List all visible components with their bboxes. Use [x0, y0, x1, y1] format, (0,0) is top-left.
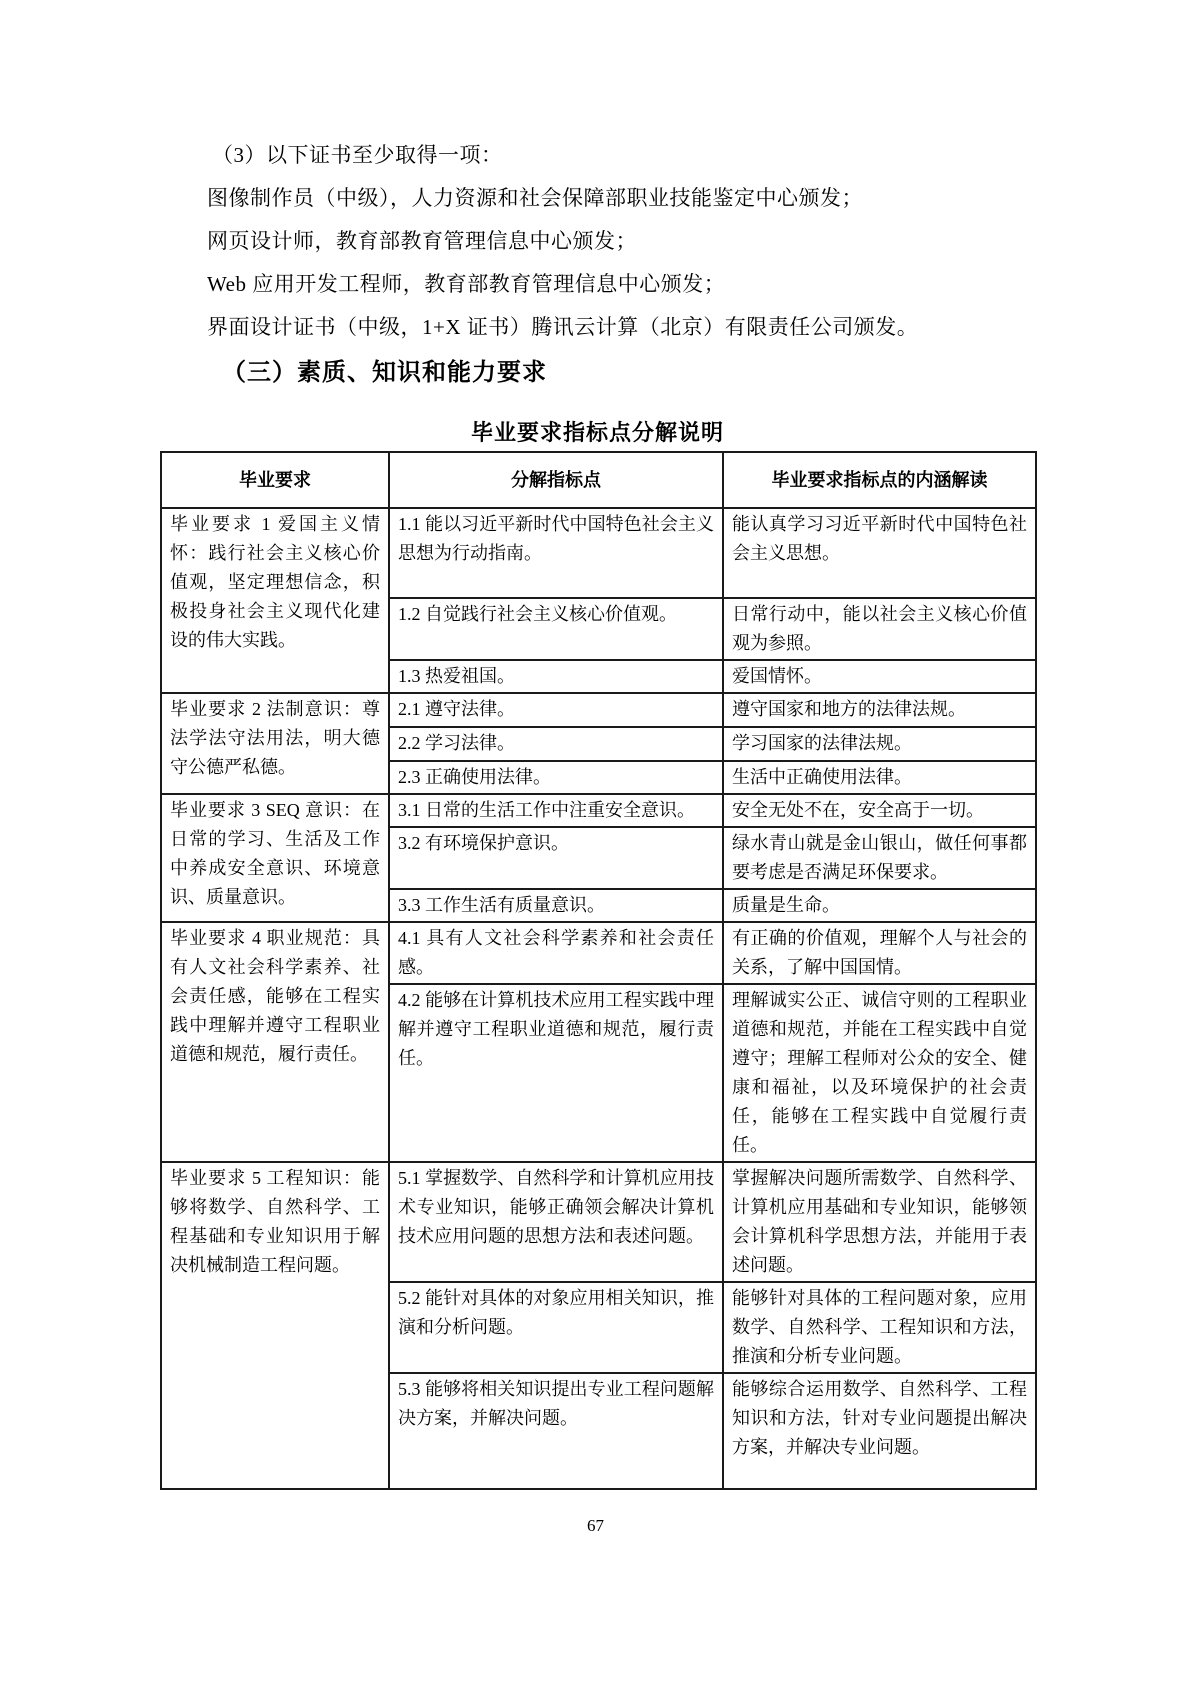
interpretation-cell-1-1: 能认真学习习近平新时代中国特色社会主义思想。	[723, 508, 1036, 598]
requirement-cell-5: 毕业要求 5 工程知识：能够将数学、自然科学、工程基础和专业知识用于解决机械制造工程问题。	[161, 1162, 389, 1489]
interpretation-cell-5-1: 掌握解决问题所需数学、自然科学、计算机应用基础和专业知识，能够领会计算机科学思想方法，并能用于表述问题。	[723, 1162, 1036, 1282]
indicator-cell-1-3: 1.3 热爱祖国。	[389, 660, 723, 693]
page-number: 67	[587, 1516, 604, 1535]
table-row	[161, 922, 1036, 984]
indicator-cell-4-1: 4.1 具有人文社会科学素养和社会责任感。	[389, 922, 723, 984]
requirement-cell-2: 毕业要求 2 法制意识：尊法学法守法用法，明大德守公德严私德。	[161, 693, 389, 794]
interpretation-cell-2-3: 生活中正确使用法律。	[723, 761, 1036, 794]
certificate-line-2: 网页设计师，教育部教育管理信息中心颁发；	[207, 229, 637, 253]
certificate-line-4: 界面设计证书（中级，1+X 证书）腾讯云计算（北京）有限责任公司颁发。	[207, 315, 919, 339]
interpretation-cell-4-2: 理解诚实公正、诚信守则的工程职业道德和规范，并能在工程实践中自觉遵守；理解工程师对公众的安全、健康和福祉，以及环境保护的社会责任，能够在工程实践中自觉履行责任。	[723, 984, 1036, 1162]
indicator-cell-1-2: 1.2 自觉践行社会主义核心价值观。	[389, 598, 723, 660]
indicator-cell-3-2: 3.2 有环境保护意识。	[389, 827, 723, 889]
indicator-cell-1-1: 1.1 能以习近平新时代中国特色社会主义思想为行动指南。	[389, 508, 723, 598]
section-heading: （三）素质、知识和能力要求	[222, 360, 547, 386]
requirements-table	[160, 451, 1037, 1490]
requirement-cell-4: 毕业要求 4 职业规范：具有人文社会科学素养、社会责任感，能够在工程实践中理解并遵守工程职业道德和规范，履行责任。	[161, 922, 389, 1162]
indicator-cell-3-1: 3.1 日常的生活工作中注重安全意识。	[389, 794, 723, 827]
certificate-intro-line: （3）以下证书至少取得一项：	[212, 143, 503, 167]
header-requirement: 毕业要求	[161, 452, 389, 508]
indicator-cell-5-1: 5.1 掌握数学、自然科学和计算机应用技术专业知识，能够正确领会解决计算机技术应用问题的思想方法和表述问题。	[389, 1162, 723, 1282]
table-row	[161, 1162, 1036, 1282]
interpretation-cell-5-3: 能够综合运用数学、自然科学、工程知识和方法，针对专业问题提出解决方案，并解决专业问题。	[723, 1373, 1036, 1489]
interpretation-cell-3-3: 质量是生命。	[723, 889, 1036, 922]
requirement-cell-3: 毕业要求 3 SEQ 意识：在日常的学习、生活及工作中养成安全意识、环境意识、质量意识。	[161, 794, 389, 922]
interpretation-cell-2-1: 遵守国家和地方的法律法规。	[723, 693, 1036, 727]
table-row	[161, 794, 1036, 827]
interpretation-cell-1-2: 日常行动中，能以社会主义核心价值观为参照。	[723, 598, 1036, 660]
indicator-cell-3-3: 3.3 工作生活有质量意识。	[389, 889, 723, 922]
interpretation-cell-4-1: 有正确的价值观，理解个人与社会的关系，了解中国国情。	[723, 922, 1036, 984]
indicator-cell-5-3: 5.3 能够将相关知识提出专业工程问题解决方案，并解决问题。	[389, 1373, 723, 1489]
header-indicator: 分解指标点	[389, 452, 723, 508]
interpretation-cell-3-1: 安全无处不在，安全高于一切。	[723, 794, 1036, 827]
interpretation-cell-1-3: 爱国情怀。	[723, 660, 1036, 693]
indicator-cell-2-1: 2.1 遵守法律。	[389, 693, 723, 727]
table-row	[161, 508, 1036, 598]
certificate-line-1: 图像制作员（中级），人力资源和社会保障部职业技能鉴定中心颁发；	[207, 186, 863, 210]
indicator-cell-5-2: 5.2 能针对具体的对象应用相关知识，推演和分析问题。	[389, 1282, 723, 1373]
interpretation-cell-3-2: 绿水青山就是金山银山，做任何事都要考虑是否满足环保要求。	[723, 827, 1036, 889]
requirement-cell-1: 毕业要求 1 爱国主义情怀：践行社会主义核心价值观，坚定理想信念，积极投身社会主义现代化建设的伟大实践。	[161, 508, 389, 693]
header-interpretation: 毕业要求指标点的内涵解读	[723, 452, 1036, 508]
interpretation-cell-2-2: 学习国家的法律法规。	[723, 727, 1036, 761]
certificate-line-3: Web 应用开发工程师，教育部教育管理信息中心颁发；	[207, 272, 726, 296]
table-header-row	[161, 452, 1036, 508]
indicator-cell-2-3: 2.3 正确使用法律。	[389, 761, 723, 794]
table-row	[161, 693, 1036, 727]
indicator-cell-2-2: 2.2 学习法律。	[389, 727, 723, 761]
interpretation-cell-5-2: 能够针对具体的工程问题对象，应用数学、自然科学、工程知识和方法，推演和分析专业问题。	[723, 1282, 1036, 1373]
table-title: 毕业要求指标点分解说明	[470, 420, 724, 445]
indicator-cell-4-2: 4.2 能够在计算机技术应用工程实践中理解并遵守工程职业道德和规范，履行责任。	[389, 984, 723, 1162]
